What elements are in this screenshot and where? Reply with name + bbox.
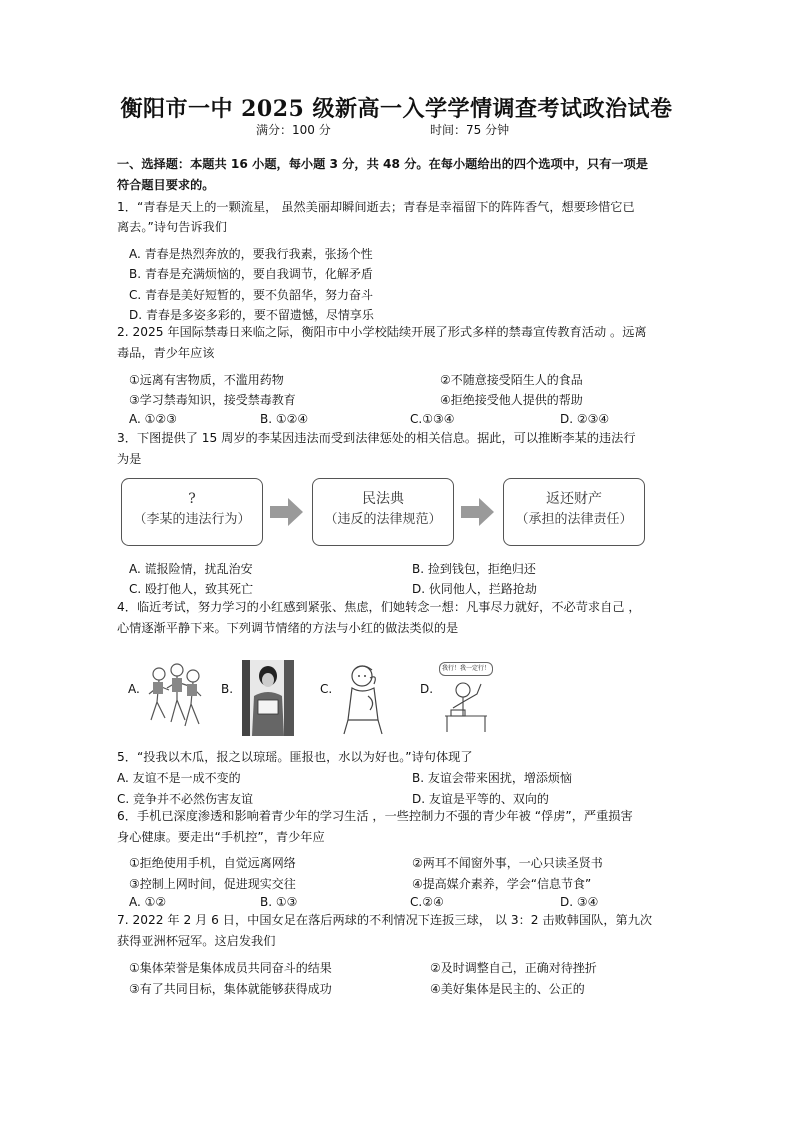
q2-choice-a: A. ①②③ — [129, 412, 177, 426]
q4-picture-d — [437, 660, 493, 736]
q3-option-c: C. 殴打他人，致其死亡 — [129, 582, 254, 596]
q3-stem-line2: 为是 — [117, 452, 142, 466]
flow-box-law-bottom: （违反的法律规范） — [324, 512, 442, 527]
flow-box-liability-top: 返还财产 — [546, 491, 602, 507]
q2-stem-line1: 2. 2025 年国际禁毒日来临之际，衡阳市中小学校陆续开展了形式多样的禁毒宣传教育活动 。远离 — [117, 325, 647, 339]
q2-item-4: ④拒绝接受他人提供的帮助 — [440, 393, 583, 407]
q7-item-4: ④美好集体是民主的、公正的 — [430, 982, 585, 996]
q5-option-a: A. 友谊不是一成不变的 — [117, 771, 241, 785]
flow-box-law — [312, 478, 454, 546]
flow-box-violation — [121, 478, 263, 546]
q4-picture-b — [242, 660, 294, 736]
q7-stem-line1: 7. 2022 年 2 月 6 日，中国女足在落后两球的不利情况下连扳三球， 以 3：2 击败韩国队，第九次 — [117, 913, 653, 927]
q6-item-3: ③控制上网时间，促进现实交往 — [129, 877, 296, 891]
q6-stem-line2: 身心健康。要走出“手机控”，青少年应 — [117, 830, 325, 844]
q7-stem-line2: 获得亚洲杯冠军。这启发我们 — [117, 934, 276, 948]
flow-arrow-icon — [270, 497, 304, 527]
q3-stem-line1: 3．下图提供了 15 周岁的李某因违法而受到法律惩处的相关信息。据此，可以推断李某的违法行 — [117, 431, 636, 445]
q7-item-2: ②及时调整自己，正确对待挫折 — [430, 961, 597, 975]
q4-picture-c — [340, 660, 388, 736]
section-heading-line1: 一、选择题：本题共 16 小题，每小题 3 分，共 48 分。在每小题给出的四个选项中，只有一项是 — [117, 157, 648, 171]
q2-choice-c: C.①③④ — [410, 412, 455, 426]
q6-choice-d: D. ③④ — [560, 895, 599, 909]
flow-box-violation-top: ? — [188, 491, 196, 507]
q1-stem-line1: 1．“青春是天上的一颗流星， 虽然美丽却瞬间逝去；青春是幸福留下的阵阵香气，想要珍惜它已 — [117, 200, 635, 214]
flow-arrow-icon — [461, 497, 495, 527]
section-heading-line2: 符合题目要求的。 — [117, 178, 215, 192]
flow-box-liability-bottom: （承担的法律责任） — [515, 512, 633, 527]
q1-option-d: D. 青春是多姿多彩的，要不留遗憾，尽情享乐 — [129, 308, 374, 322]
q7-item-3: ③有了共同目标，集体就能够获得成功 — [129, 982, 332, 996]
exam-time: 时间：75 分钟 — [430, 123, 510, 137]
q4-stem-line1: 4．临近考试，努力学习的小红感到紧张、焦虑，们她转念一想：凡事尽力就好，不必苛求自己 ， — [117, 600, 641, 614]
q4-label-d: D. — [420, 682, 434, 696]
q2-item-3: ③学习禁毒知识，接受禁毒教育 — [129, 393, 296, 407]
q3-option-d: D. 伙同他人，拦路抢劫 — [412, 582, 537, 596]
q1-option-c: C. 青春是美好短暂的，要不负韶华，努力奋斗 — [129, 288, 374, 302]
q6-choice-b: B. ①③ — [260, 895, 298, 909]
q5-option-c: C. 竞争并不必然伤害友谊 — [117, 792, 254, 806]
q4-label-b: B. — [221, 682, 234, 696]
q6-choice-a: A. ①② — [129, 895, 167, 909]
q4-label-a: A. — [128, 682, 140, 696]
q4-label-c: C. — [320, 682, 333, 696]
q6-choice-c: C.②④ — [410, 895, 444, 909]
flow-box-law-top: 民法典 — [362, 491, 404, 507]
q6-item-2: ②两耳不闻窗外事，一心只读圣贤书 — [412, 856, 603, 870]
q3-option-b: B. 捡到钱包，拒绝归还 — [412, 562, 536, 576]
q5-option-d: D. 友谊是平等的、双向的 — [412, 792, 549, 806]
q3-option-a: A. 谎报险情，扰乱治安 — [129, 562, 253, 576]
q4-stem-line2: 心情逐渐平静下来。下列调节情绪的方法与小红的做法类似的是 — [117, 621, 459, 635]
speech-bubble: 我行！我一定行！ — [439, 662, 493, 676]
full-score: 满分：100 分 — [256, 123, 331, 137]
q2-choice-d: D. ②③④ — [560, 412, 610, 426]
q6-stem-line1: 6．手机已深度渗透和影响着青少年的学习生活 ，一些控制力不强的青少年被 “俘虏”，严重损害 — [117, 809, 633, 823]
q5-stem: 5．“投我以木瓜，报之以琼瑶。匪报也，水以为好也。”诗句体现了 — [117, 750, 473, 764]
flow-box-liability — [503, 478, 645, 546]
q2-stem-line2: 毒品，青少年应该 — [117, 346, 215, 360]
q1-option-b: B. 青春是充满烦恼的，要自我调节，化解矛盾 — [129, 267, 373, 281]
q6-item-1: ①拒绝使用手机，自觉远离网络 — [129, 856, 296, 870]
page-title: 衡阳市一中 2025 级新高一入学学情调查考试政治试卷 — [120, 96, 673, 122]
q1-option-a: A. 青春是热烈奔放的，要我行我素，张扬个性 — [129, 247, 373, 261]
flow-box-violation-bottom: （李某的违法行为） — [133, 512, 251, 527]
q5-option-b: B. 友谊会带来困扰，增添烦恼 — [412, 771, 572, 785]
q7-item-1: ①集体荣誉是集体成员共同奋斗的结果 — [129, 961, 332, 975]
q2-item-2: ②不随意接受陌生人的食品 — [440, 373, 583, 387]
q4-picture-a — [145, 660, 205, 736]
q2-item-1: ①远离有害物质，不滥用药物 — [129, 373, 284, 387]
q1-stem-line2: 离去。”诗句告诉我们 — [117, 220, 227, 234]
q6-item-4: ④提高媒介素养，学会“信息节食” — [412, 877, 592, 891]
q2-choice-b: B. ①②④ — [260, 412, 309, 426]
